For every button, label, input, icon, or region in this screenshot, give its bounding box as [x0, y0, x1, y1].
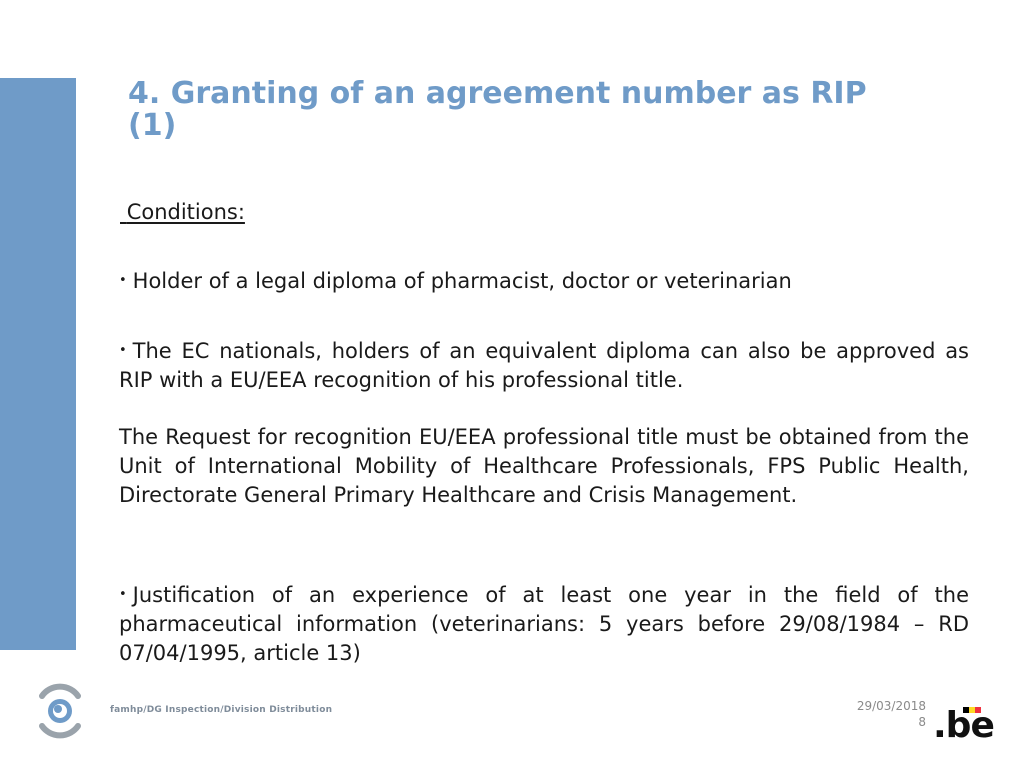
bullet-text-3: Justification of an experience of at least one year in the field of the pharmaceutical information (veterinarians: 5 years before 29/08/1984 – RD 07/04/1995, article 13): [119, 583, 969, 665]
bullet-paragraph-1: [119, 266, 969, 296]
famhp-logo-icon: [36, 678, 84, 744]
bullet-dot: •: [119, 273, 127, 288]
side-band: [0, 78, 76, 650]
bullet-paragraph-2: [119, 336, 969, 395]
page-number: 8: [918, 715, 926, 729]
footer-organization: famhp/DG Inspection/Division Distribution: [110, 705, 333, 715]
bullet-dot: •: [119, 343, 127, 358]
be-logo-text: .be: [933, 705, 994, 746]
slide-title: 4. Granting of an agreement number as RIP (1): [128, 76, 867, 143]
bullet-text-2: The EC nationals, holders of an equivalent diploma can also be approved as RIP with a EU/EEA recognition of his professional title.: [119, 339, 969, 392]
body-paragraph: The Request for recognition EU/EEA professional title must be obtained from the Unit of International Mobility of Healthcare Professionals, FPS Public Health, Directorate General Primary Healthcare and Crisis Management.: [119, 425, 969, 507]
footer-date: 29/03/2018: [856, 699, 926, 713]
footer-date-block: [857, 698, 926, 730]
bullet-dot: •: [119, 587, 127, 602]
conditions-heading: [120, 198, 245, 226]
be-logo: [933, 706, 994, 746]
conditions-heading-lead: [120, 200, 127, 224]
bullet-text-1: Holder of a legal diploma of pharmacist, doctor or veterinarian: [132, 269, 792, 293]
bullet-paragraph-3: [119, 580, 969, 668]
conditions-heading-text: Conditions:: [126, 200, 245, 224]
